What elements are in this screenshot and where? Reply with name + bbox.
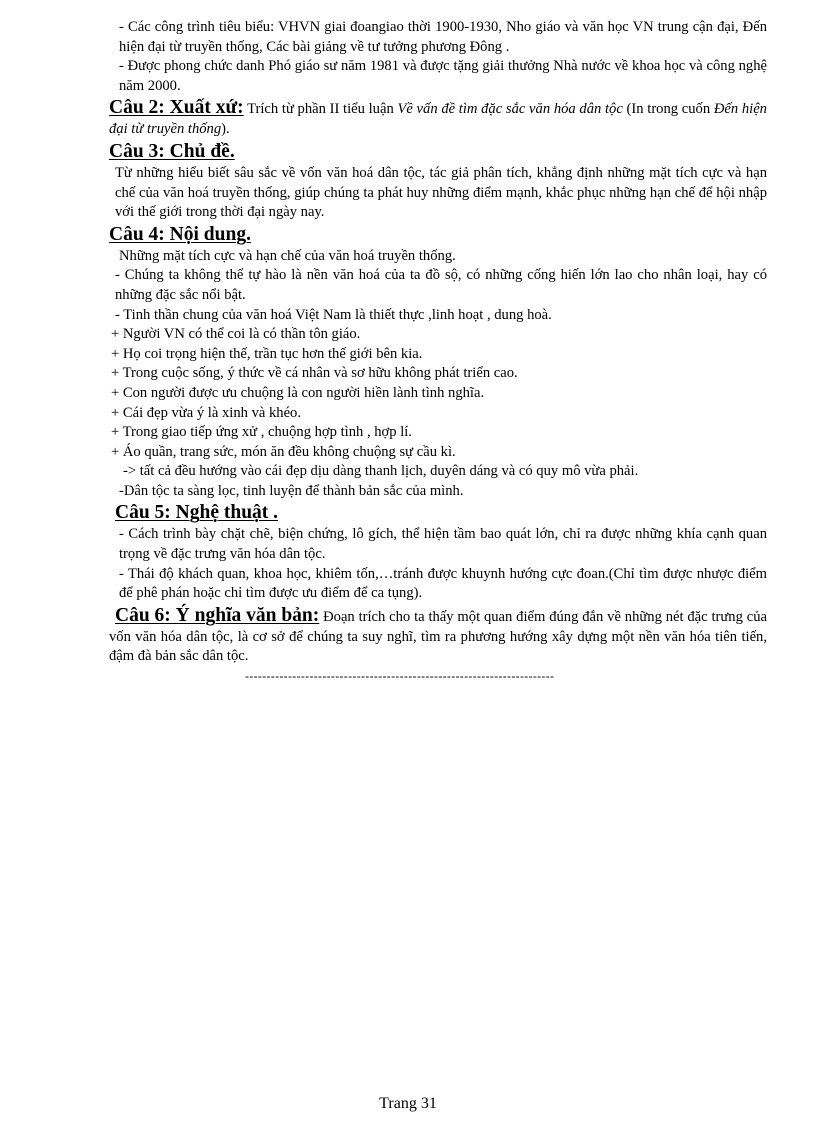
heading-cau6: Câu 6: Ý nghĩa văn bản:: [115, 604, 320, 626]
heading-cau4: Câu 4: Nội dung.: [109, 223, 251, 245]
cau2-text-c: ).: [221, 121, 230, 138]
intro-award: - Được phong chức danh Phó giáo sư năm 1981 và được tặng giải thưởng Nhà nước về khoa học và công nghệ năm 2000.: [119, 58, 767, 94]
cau6-body: Đoạn trích cho ta thấy một quan điểm đúng đắn về những nét đặc trưng của vốn văn hóa dân tộc, là cơ sở để chúng ta suy nghĩ, tìm ra phương hướng xây dựng một nền văn hóa tiên tiến, đậm đà bản sắc dân tộc.: [109, 608, 767, 665]
page-number: Trang 31: [379, 1095, 437, 1112]
cau4-line: Những mặt tích cực và hạn chế của văn hoá truyền thống.: [119, 247, 456, 264]
cau2-italic-book: Đến hiện đại từ truyền thống: [109, 101, 767, 138]
cau4-line: - Tinh thần chung của văn hoá Việt Nam là thiết thực ,linh hoạt , dung hoà.: [115, 306, 552, 323]
cau4-plus-line: + Người VN có thể coi là có thần tôn giáo.: [111, 326, 361, 343]
cau2-italic-title: Về vấn đề tìm đặc sắc văn hóa dân tộc: [397, 101, 623, 118]
heading-cau2: Câu 2: Xuất xứ:: [109, 97, 244, 119]
cau4-plus-line: + Áo quần, trang sức, món ăn đều không chuộng sự cầu kì.: [111, 443, 456, 460]
cau4-plus-line: + Họ coi trọng hiện thế, trần tục hơn thế giới bên kia.: [111, 345, 423, 362]
cau2-text-b: (In trong cuốn: [622, 101, 714, 118]
cau4-plus-line: + Con người được ưu chuộng là con người hiền lành tình nghĩa.: [111, 384, 485, 401]
section-cau2: [109, 96, 767, 140]
dashed-divider: ------------------------------------------------------------------------: [245, 669, 555, 684]
cau4-plus-line: + Cái đẹp vừa ý là xinh và khéo.: [111, 404, 302, 421]
heading-cau3: Câu 3: Chủ đề.: [109, 140, 235, 162]
section-cau6: [109, 604, 767, 667]
cau5-line: - Cách trình bày chặt chẽ, biện chứng, lô gích, thể hiện tầm bao quát lớn, chỉ ra được những khía cạnh quan trọng về đặc trưng văn hóa dân tộc.: [119, 526, 767, 563]
cau4-line: - Chúng ta không thể tự hào là nền văn hoá của ta đồ sộ, có những cống hiến lớn lao cho nhân loại, hay có những đặc sắc nổi bật.: [115, 267, 767, 303]
intro-works: - Các công trình tiêu biểu: VHVN giai đoangiao thời 1900-1930, Nho giáo và văn học VN trung cận đại, Đến hiện đại từ truyền thống, Các bài giảng về tư tưởng phương Đông .: [119, 19, 767, 55]
cau4-plus-line: + Trong giao tiếp ứng xử , chuộng hợp tình , hợp lí.: [111, 424, 412, 441]
cau4-plus-line: + Trong cuộc sống, ý thức về cá nhân và sơ hữu không phát triển cao.: [111, 365, 518, 382]
cau4-conclusion: -> tất cả đều hướng vào cái đẹp dịu dàng thanh lịch, duyên dáng và có quy mô vừa phải.: [123, 463, 639, 480]
cau3-body: Từ những hiểu biết sâu sắc về vốn văn hoá dân tộc, tác giả phân tích, khẳng định những mặt tích cực và hạn chế của văn hoá truyền thống, giúp chúng ta phát huy những điểm mạnh, khắc phục những hạn chế để hội nhập với thế giới trong thời đại ngày nay.: [115, 164, 767, 221]
document-page: [109, 18, 767, 683]
cau5-line: - Thái độ khách quan, khoa học, khiêm tốn,…tránh được khuynh hướng cực đoan.(Chỉ tìm được nhược điểm để phê phán hoặc chỉ tìm được ưu điểm để ca tụng).: [119, 565, 767, 602]
cau4-line: -Dân tộc ta sàng lọc, tinh luyện để thành bản sắc của mình.: [119, 482, 464, 499]
heading-cau5: Câu 5: Nghệ thuật .: [115, 502, 279, 524]
cau2-text-a: Trích từ phần II tiểu luận: [243, 101, 398, 118]
